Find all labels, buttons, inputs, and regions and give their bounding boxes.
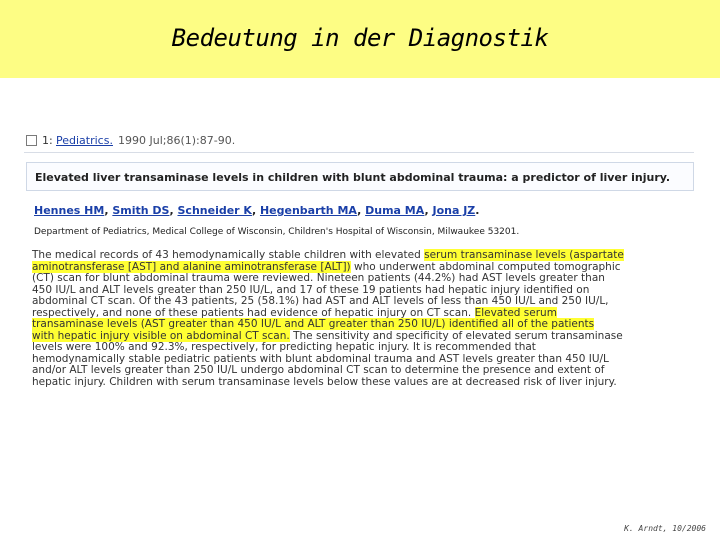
footer-credit: K. Arndt, 10/2006 (624, 524, 706, 533)
highlighted-text: transaminase levels (AST greater than 450 IU/L and ALT greater than 250 IU/L) identified all of the patients (32, 318, 595, 330)
author-separator: , (104, 204, 113, 217)
highlighted-text: Elevated serum (474, 306, 557, 319)
author-link[interactable]: Duma MA (365, 204, 425, 217)
article-title-box (26, 162, 694, 191)
abstract-text-segment: and/or ALT levels greater than 250 IU/L undergo abdominal CT scan to determine the presence and extent of (32, 364, 605, 376)
highlighted-text: with hepatic injury visible on abdominal CT scan. (32, 329, 290, 342)
author-separator: , (424, 204, 433, 217)
author-list (34, 204, 479, 217)
author-link[interactable]: Jona JZ (432, 204, 476, 217)
abstract-text-segment: The sensitivity and specificity of elevated serum transaminase (289, 329, 623, 342)
author-link[interactable]: Schneider K (177, 204, 252, 217)
abstract-text-segment: 450 IU/L and ALT levels greater than 250 IU/L, and 17 of these 19 patients had hepatic injury identified on (32, 283, 590, 296)
abstract-text-segment: respectively, and none of these patients had evidence of hepatic injury on CT scan. (32, 306, 475, 319)
abstract-line (32, 377, 692, 389)
article-title: Elevated liver transaminase levels in children with blunt abdominal trauma: a predictor of liver injury. (35, 171, 671, 184)
author-separator: . (475, 204, 480, 217)
select-checkbox[interactable] (26, 135, 37, 146)
abstract-text-segment: (CT) scan for blunt abdominal trauma were reviewed. Nineteen patients (44.2%) had AST levels greater than (32, 272, 605, 284)
highlighted-text: serum transaminase levels (aspartate (424, 249, 624, 261)
abstract-text-segment: hepatic injury. Children with serum transaminase levels below these values are at decreased risk of liver injury. (32, 375, 617, 388)
citation-row (24, 134, 694, 153)
citation-details: 1990 Jul;86(1):87-90. (118, 134, 236, 147)
abstract-text (32, 250, 692, 388)
abstract-text-segment: The medical records of 43 hemodynamically stable children with elevated (32, 249, 425, 261)
abstract-text-segment: levels were 100% and 92.3%, respectively, for predicting hepatic injury. It is recommended that (32, 341, 536, 353)
author-link[interactable]: Hennes HM (34, 204, 105, 217)
abstract-text-segment: abdominal CT scan. Of the 43 patients, 25 (58.1%) had AST and ALT levels of less than 450 IU/L and 250 IU/L, (32, 295, 609, 307)
highlighted-text: aminotransferase [AST] and alanine aminotransferase [ALT]) (32, 260, 351, 273)
abstract-text-segment: who underwent abdominal computed tomographic (350, 260, 621, 273)
author-link[interactable]: Smith DS (112, 204, 170, 217)
title-bar (0, 0, 720, 78)
abstract-text-segment: hemodynamically stable pediatric patients with blunt abdominal trauma and AST levels greater than 450 IU/L (32, 352, 609, 365)
author-separator: , (169, 204, 178, 217)
affiliation: Department of Pediatrics, Medical College of Wisconsin, Children's Hospital of Wisconsin, Milwaukee 53201. (34, 227, 520, 237)
author-link[interactable]: Hegenbarth MA (259, 204, 358, 217)
citation-number: 1: (42, 134, 53, 147)
slide-title: Bedeutung in der Diagnostik (171, 24, 549, 52)
author-separator: , (251, 204, 260, 217)
author-separator: , (357, 204, 366, 217)
journal-link[interactable]: Pediatrics. (56, 134, 113, 147)
